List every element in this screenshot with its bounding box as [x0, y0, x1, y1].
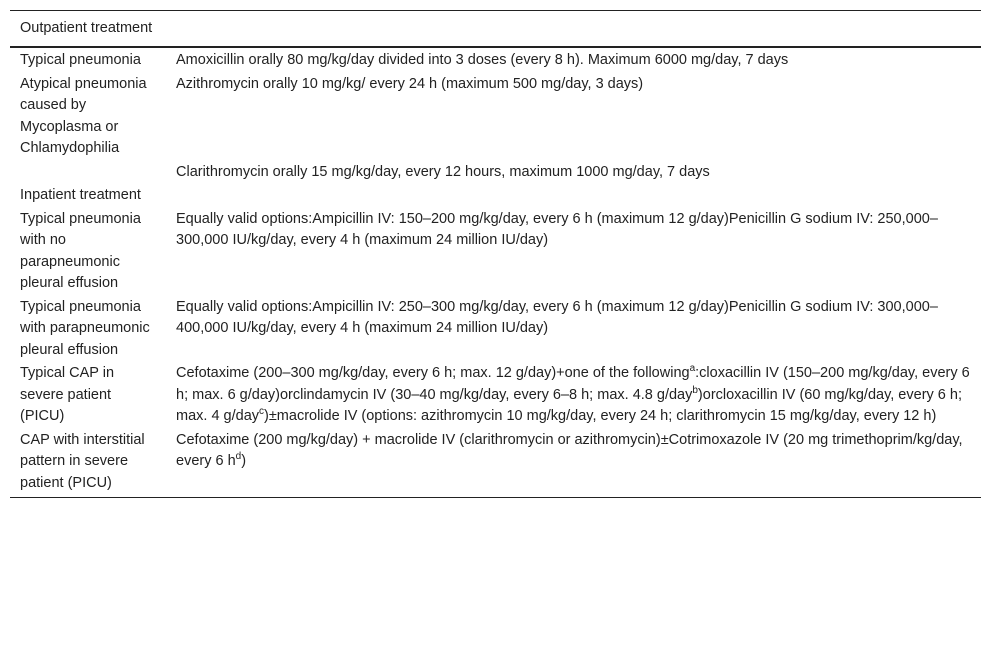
table-row — [10, 160, 981, 184]
footnote-marker: a — [689, 363, 696, 375]
condition-cell: Typical pneumonia with no parapneumonic pleural effusion — [20, 210, 141, 291]
table-header: Outpatient treatment — [10, 11, 981, 48]
treatment-cell — [156, 47, 981, 72]
treatment-cell — [156, 428, 981, 498]
treatment-text: Clarithromycin orally 15 mg/kg/day, every 12 hours, maximum 1000 mg/day, 7 days — [176, 163, 710, 180]
table-row — [10, 47, 981, 72]
treatment-table-container — [10, 10, 981, 498]
table-row — [10, 183, 981, 207]
footnote-marker: b — [692, 384, 698, 396]
treatment-text: Equally valid options:Ampicillin IV: 150–200 mg/kg/day, every 6 h (maximum 12 g/day)Penicillin G sodium IV: 250,000–300,000 IU/kg/day, every 4 h (maximum 24 million IU/day) — [176, 210, 938, 248]
treatment-text: Amoxicillin orally 80 mg/kg/day divided into 3 doses (every 8 h). Maximum 6000 mg/day, 7 days — [176, 52, 789, 68]
treatment-cell — [156, 183, 981, 207]
table-row — [10, 295, 981, 362]
condition-cell — [10, 160, 156, 184]
table-row — [10, 72, 981, 160]
condition-cell: Typical pneumonia — [20, 52, 141, 68]
treatment-table — [10, 10, 981, 498]
treatment-cell — [156, 160, 981, 184]
table-header-row — [10, 11, 981, 48]
treatment-text: )±macrolide IV (options: azithromycin 10 mg/kg/day, every 24 h; clarithromycin 15 mg/kg/day, every 12 h) — [264, 408, 937, 424]
condition-cell: Atypical pneumonia caused by Mycoplasma or Chlamydophilia — [20, 75, 147, 156]
footnote-marker: d — [235, 451, 242, 463]
treatment-text: Azithromycin orally 10 mg/kg/ every 24 h (maximum 500 mg/day, 3 days) — [176, 75, 644, 92]
treatment-cell — [156, 361, 981, 428]
table-row — [10, 207, 981, 295]
condition-cell: Inpatient treatment — [20, 187, 141, 203]
condition-cell: Typical pneumonia with parapneumonic pleural effusion — [20, 298, 150, 358]
table-row — [10, 428, 981, 498]
table-body — [10, 47, 981, 498]
condition-cell: Typical CAP in severe patient (PICU) — [20, 365, 115, 424]
treatment-text: :cloxacillin IV (150–200 mg/kg/day, every 6 h; max. 6 g/day)orclindamycin IV (30–40 mg/kg/day, every 6–8 h; max. 4.8 g/day — [176, 365, 970, 403]
treatment-text: Cefotaxime (200–300 mg/kg/day, every 6 h; max. 12 g/day)+one of the following — [176, 365, 690, 381]
treatment-cell — [156, 295, 981, 362]
condition-cell: CAP with interstitial pattern in severe patient (PICU) — [10, 428, 156, 498]
footnote-marker: c — [259, 406, 265, 418]
treatment-text: )orcloxacillin IV (60 mg/kg/day, every 6 h; max. 4 g/day — [176, 386, 962, 424]
treatment-cell — [156, 207, 981, 295]
treatment-text: ) — [241, 453, 247, 469]
treatment-cell — [156, 72, 981, 160]
table-row — [10, 361, 981, 428]
treatment-text: Cefotaxime (200 mg/kg/day) + macrolide IV (clarithromycin or azithromycin)±Cotrimoxazole IV (20 mg trimethoprim/kg/day, every 6 h — [176, 431, 963, 469]
treatment-text: Equally valid options:Ampicillin IV: 250–300 mg/kg/day, every 6 h (maximum 12 g/day)Penicillin G sodium IV: 300,000–400,000 IU/kg/day, every 4 h (maximum 24 million IU/day) — [176, 298, 938, 336]
